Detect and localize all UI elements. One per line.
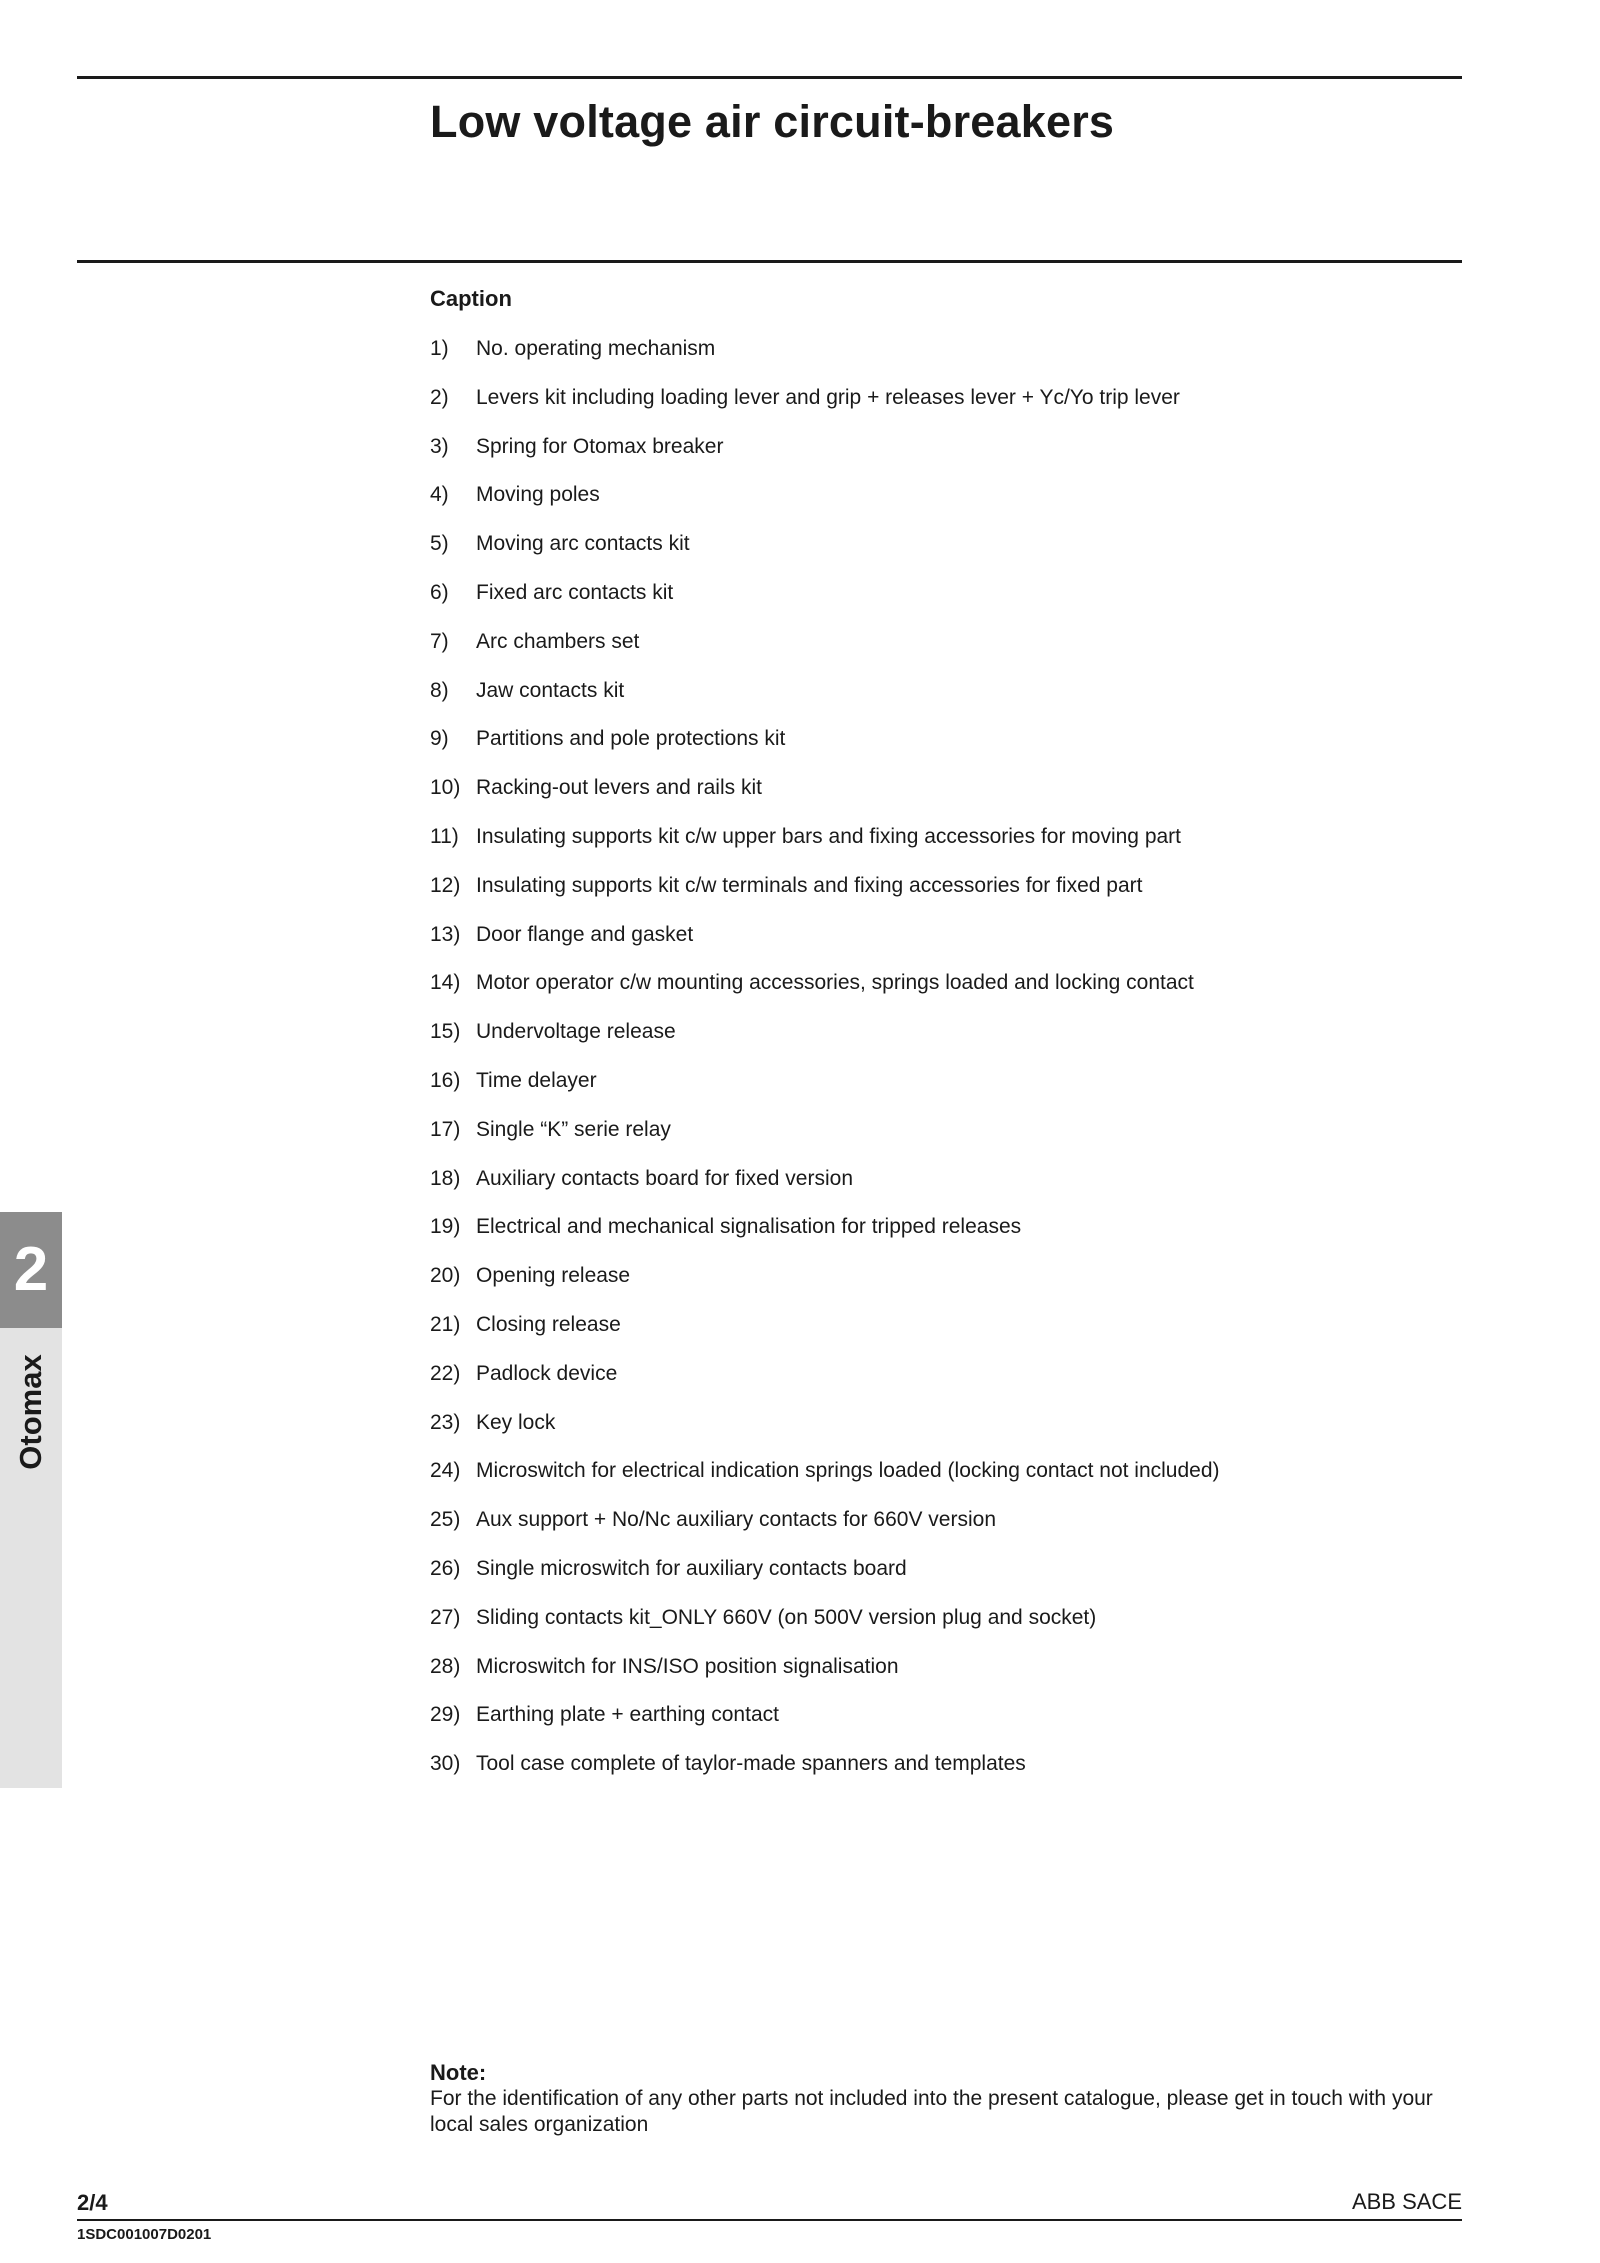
caption-item-number: 7) bbox=[430, 629, 449, 653]
caption-item-number: 10) bbox=[430, 776, 461, 800]
caption-item-text: Closing release bbox=[476, 1312, 621, 1336]
caption-item-text: Aux support + No/Nc auxiliary contacts for 660V version bbox=[476, 1508, 996, 1532]
caption-item-text: Levers kit including loading lever and grip + releases lever + Yc/Yo trip lever bbox=[476, 385, 1180, 409]
note-text: For the identification of any other parts not included into the present catalogue, please get in touch with your local sales organization bbox=[430, 2087, 1433, 2136]
caption-item-number: 12) bbox=[430, 873, 461, 897]
caption-item-text: Microswitch for INS/ISO position signalisation bbox=[476, 1654, 899, 1678]
caption-item-number: 23) bbox=[430, 1410, 461, 1434]
caption-item bbox=[430, 333, 1220, 382]
caption-item-text: Padlock device bbox=[476, 1361, 618, 1385]
caption-item bbox=[430, 1748, 1220, 1797]
note-heading: Note: bbox=[430, 2060, 487, 2085]
document-code: 1SDC001007D0201 bbox=[77, 2226, 212, 2243]
caption-item bbox=[430, 577, 1220, 626]
caption-item bbox=[430, 1260, 1220, 1309]
caption-item bbox=[430, 626, 1220, 675]
caption-item bbox=[430, 723, 1220, 772]
caption-item-text: Microswitch for electrical indication springs loaded (locking contact not included) bbox=[476, 1459, 1220, 1483]
caption-item bbox=[430, 1211, 1220, 1260]
caption-item bbox=[430, 967, 1220, 1016]
caption-item-number: 6) bbox=[430, 580, 449, 604]
footer-rule bbox=[77, 2219, 1462, 2221]
caption-item bbox=[430, 382, 1220, 431]
caption-item-number: 15) bbox=[430, 1020, 461, 1044]
caption-item bbox=[430, 772, 1220, 821]
caption-item-number: 8) bbox=[430, 678, 449, 702]
caption-item-text: Spring for Otomax breaker bbox=[476, 434, 724, 458]
caption-item-number: 30) bbox=[430, 1752, 461, 1776]
caption-item bbox=[430, 431, 1220, 480]
header-divider bbox=[77, 260, 1462, 263]
caption-item-number: 17) bbox=[430, 1117, 461, 1141]
caption-item bbox=[430, 1065, 1220, 1114]
caption-item bbox=[430, 528, 1220, 577]
caption-item-number: 1) bbox=[430, 337, 449, 360]
caption-item-number: 11) bbox=[430, 824, 459, 848]
top-rule bbox=[77, 76, 1462, 79]
caption-item-number: 18) bbox=[430, 1166, 461, 1190]
caption-item-text: Single microswitch for auxiliary contacts board bbox=[476, 1556, 907, 1580]
caption-item bbox=[430, 1407, 1220, 1456]
caption-item bbox=[430, 1699, 1220, 1748]
caption-item-text: Auxiliary contacts board for fixed version bbox=[476, 1166, 854, 1190]
caption-item-text: Motor operator c/w mounting accessories, springs loaded and locking contact bbox=[476, 971, 1194, 995]
caption-item-text: Moving poles bbox=[476, 483, 600, 507]
page-number: 2/4 bbox=[77, 2190, 108, 2215]
caption-item-text: Insulating supports kit c/w terminals and fixing accessories for fixed part bbox=[476, 873, 1143, 897]
caption-item-number: 3) bbox=[430, 434, 449, 458]
caption-item-number: 25) bbox=[430, 1508, 461, 1532]
caption-item-number: 29) bbox=[430, 1703, 461, 1727]
caption-item-number: 9) bbox=[430, 727, 449, 751]
caption-item bbox=[430, 479, 1220, 528]
caption-item-text: Jaw contacts kit bbox=[476, 678, 625, 702]
caption-item-text: Insulating supports kit c/w upper bars and fixing accessories for moving part bbox=[476, 824, 1182, 848]
caption-item-text: Single “K” serie relay bbox=[476, 1117, 671, 1141]
caption-item bbox=[430, 1163, 1220, 1212]
caption-item-text: Undervoltage release bbox=[476, 1020, 676, 1044]
section-label-tab bbox=[0, 1328, 62, 1788]
caption-item-number: 21) bbox=[430, 1312, 461, 1336]
caption-item-number: 26) bbox=[430, 1556, 461, 1580]
caption-item bbox=[430, 1358, 1220, 1407]
caption-item-number: 13) bbox=[430, 922, 461, 946]
caption-item-text: Moving arc contacts kit bbox=[476, 532, 690, 556]
caption-item bbox=[430, 1553, 1220, 1602]
caption-item-number: 16) bbox=[430, 1068, 461, 1092]
caption-item-text: Electrical and mechanical signalisation for tripped releases bbox=[476, 1215, 1022, 1239]
caption-heading: Caption bbox=[430, 286, 512, 311]
caption-item-number: 19) bbox=[430, 1215, 461, 1239]
caption-item-text: Racking-out levers and rails kit bbox=[476, 776, 762, 800]
caption-item bbox=[430, 1016, 1220, 1065]
caption-item-number: 24) bbox=[430, 1459, 461, 1483]
caption-item bbox=[430, 1114, 1220, 1163]
caption-item-number: 14) bbox=[430, 971, 461, 995]
caption-item-number: 2) bbox=[430, 385, 449, 409]
company-name: ABB SACE bbox=[1351, 2189, 1462, 2214]
caption-item-number: 4) bbox=[430, 483, 449, 507]
caption-item-text: Arc chambers set bbox=[476, 629, 640, 653]
page-title: Low voltage air circuit-breakers bbox=[430, 96, 1115, 147]
caption-item bbox=[430, 1602, 1220, 1651]
section-label: Otomax bbox=[13, 1354, 48, 1470]
caption-item bbox=[430, 1455, 1220, 1504]
caption-item-text: Door flange and gasket bbox=[476, 922, 694, 946]
caption-list bbox=[430, 333, 1220, 1797]
caption-item-text: Opening release bbox=[476, 1264, 631, 1288]
caption-item bbox=[430, 1504, 1220, 1553]
caption-item-number: 22) bbox=[430, 1361, 461, 1385]
caption-item-number: 28) bbox=[430, 1654, 461, 1678]
caption-item-text: Fixed arc contacts kit bbox=[476, 580, 674, 604]
caption-item bbox=[430, 1651, 1220, 1700]
caption-item-text: Partitions and pole protections kit bbox=[476, 727, 786, 751]
caption-item-number: 5) bbox=[430, 532, 449, 556]
caption-item bbox=[430, 675, 1220, 724]
caption-item-text: No. operating mechanism bbox=[476, 337, 716, 360]
caption-item-text: Sliding contacts kit_ONLY 660V (on 500V version plug and socket) bbox=[476, 1605, 1097, 1629]
caption-item-text: Key lock bbox=[476, 1410, 556, 1434]
caption-item-text: Time delayer bbox=[476, 1068, 597, 1092]
caption-item bbox=[430, 870, 1220, 919]
caption-item bbox=[430, 821, 1220, 870]
caption-item-number: 27) bbox=[430, 1605, 461, 1629]
caption-item bbox=[430, 919, 1220, 968]
section-number-tab: 2 bbox=[0, 1212, 62, 1328]
caption-item-text: Earthing plate + earthing contact bbox=[476, 1703, 779, 1727]
caption-item-number: 20) bbox=[430, 1264, 461, 1288]
caption-item-text: Tool case complete of taylor-made spanners and templates bbox=[476, 1752, 1026, 1776]
caption-item bbox=[430, 1309, 1220, 1358]
